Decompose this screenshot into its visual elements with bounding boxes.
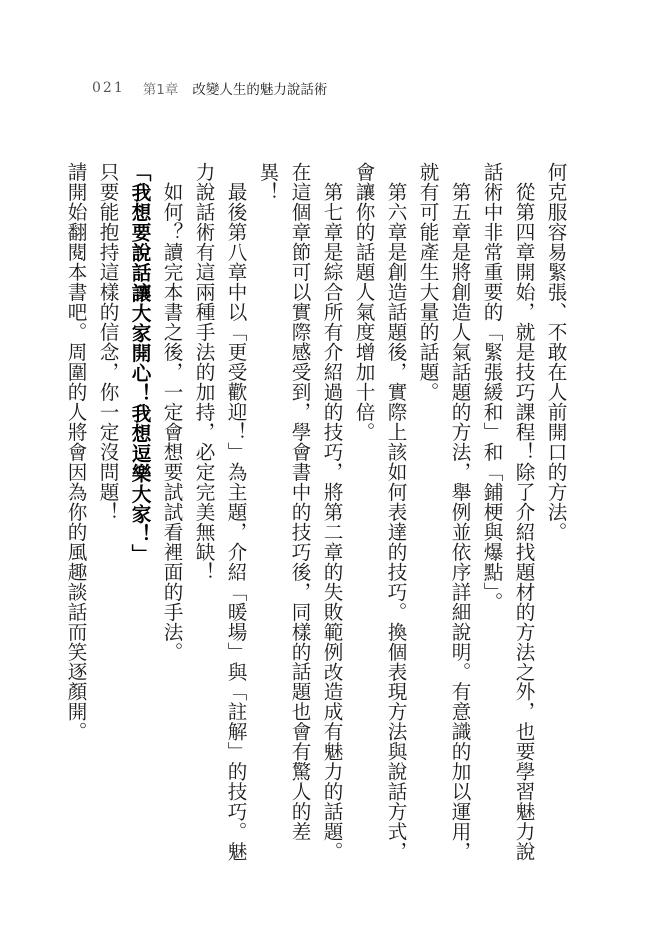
paragraph-continued: 何克服容易緊張、不敢在人前開口的方法。 — [544, 162, 567, 542]
paragraph-after-reading: 如何？讀完本書之後，一定會想要試試看裡面的手法。 — [160, 181, 183, 662]
paragraph-chapter-five: 第五章是將創造人氣話題的方法，舉例並依序詳細說明。有意識的加以運用，就有可能產生大量的話題。 — [416, 162, 471, 861]
emphasized-quote: 「我想要說話讓大家開心！我想逗樂大家！」 — [128, 162, 151, 564]
paragraph-belief: 只要能抱持這樣的信念，你一定沒問題！ — [96, 162, 119, 522]
paragraph-chapter-eight: 最後第八章中以「更受歡迎！」為主題，介紹「暖場」與「註解」的技巧。魅力說話術有這兩種手法的加持，必定完美無缺！ — [192, 162, 247, 861]
chapter-label: 第1章 — [142, 82, 179, 98]
running-header — [92, 78, 327, 98]
paragraph-chapter-seven: 第七章是綜合所有介紹過的技巧，將第二章的失敗範例改造成有魅力的話題。在這個章節可以實際感受到，學會書中的技巧後，同樣的話題也會有驚人的差異！ — [256, 162, 343, 861]
paragraph-chapter-four: 從第四章開始，就是技巧課程！除了介紹找題材的方法之外，也要學習魅力說話術中非常重要的「緊張緩和」和「鋪梗與爆點」。 — [480, 162, 535, 861]
page-number: 021 — [92, 80, 125, 96]
paragraph-chapter-six: 第六章是創造話題後，實際上該如何表達的技巧。換個表現方法與說話方式，會讓你的話題人氣度增加十倍。 — [352, 162, 407, 861]
paragraph-closing: 請開始翻閱本書吧。周圍的人將會因為你的風趣談話而笑逐顏開。 — [64, 162, 87, 742]
chapter-title: 改變人生的魅力說話術 — [192, 82, 328, 98]
body-text — [59, 162, 571, 874]
